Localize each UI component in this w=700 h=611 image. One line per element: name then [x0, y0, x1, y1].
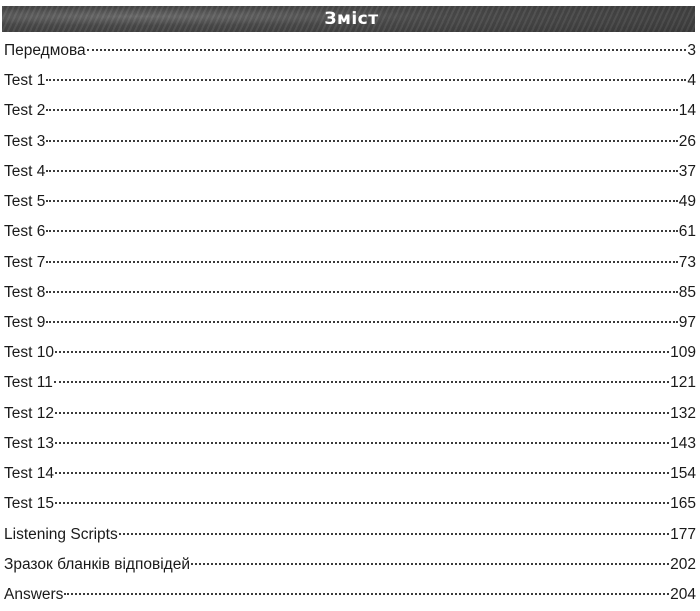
toc-entry — [4, 98, 696, 124]
toc-entry-page: 154 — [670, 465, 696, 483]
toc-entry-page: 85 — [678, 283, 696, 301]
toc-entry-label: Test 1 — [4, 72, 46, 90]
table-of-contents — [4, 38, 696, 608]
toc-entry-label: Test 14 — [4, 465, 54, 483]
toc-entry — [4, 38, 696, 64]
toc-entry-label: Test 4 — [4, 162, 46, 180]
toc-entry — [4, 250, 696, 276]
dot-leader — [55, 442, 669, 444]
toc-entry — [4, 310, 696, 336]
dot-leader — [46, 109, 677, 111]
toc-entry-label: Listening Scripts — [4, 525, 118, 543]
toc-entry — [4, 370, 696, 396]
dot-leader — [55, 412, 669, 414]
dot-leader — [46, 170, 677, 172]
dot-leader — [64, 593, 669, 595]
toc-entry-label: Зразок бланків відповідей — [4, 555, 190, 573]
toc-entry-label: Test 2 — [4, 102, 46, 120]
toc-entry-label: Test 12 — [4, 404, 54, 422]
dot-leader — [55, 472, 669, 474]
toc-entry-page: 109 — [670, 344, 696, 362]
toc-entry — [4, 340, 696, 366]
toc-entry-page: 14 — [678, 102, 696, 120]
page-title: Зміст — [324, 9, 379, 29]
toc-entry — [4, 280, 696, 306]
toc-entry-page: 73 — [678, 253, 696, 271]
toc-entry-label: Test 3 — [4, 132, 46, 150]
toc-entry-page: 132 — [670, 404, 696, 422]
toc-entry-page: 177 — [670, 525, 696, 543]
toc-entry-label: Test 13 — [4, 434, 54, 452]
toc-entry-label: Передмова — [4, 42, 86, 59]
toc-entry-label: Test 10 — [4, 344, 54, 362]
dot-leader — [46, 291, 677, 293]
toc-entry — [4, 522, 696, 548]
toc-entry-label: Test 8 — [4, 283, 46, 301]
toc-entry — [4, 129, 696, 155]
toc-entry-page: 61 — [678, 223, 696, 241]
toc-entry-label: Test 6 — [4, 223, 46, 241]
toc-entry-label: Test 7 — [4, 253, 46, 271]
toc-entry-label: Answers — [4, 585, 64, 603]
toc-entry-label: Test 9 — [4, 313, 46, 331]
dot-leader — [46, 200, 677, 202]
dot-leader — [55, 502, 669, 504]
toc-entry — [4, 431, 696, 457]
toc-entry — [4, 219, 696, 245]
toc-entry-page: 49 — [678, 193, 696, 211]
contents-header — [2, 6, 695, 32]
toc-entry — [4, 159, 696, 185]
toc-entry — [4, 401, 696, 427]
dot-leader — [46, 261, 677, 263]
toc-entry-page: 97 — [678, 313, 696, 331]
toc-entry-page: 26 — [678, 132, 696, 150]
toc-entry-label: Test 15 — [4, 495, 54, 513]
toc-entry-label: Test 5 — [4, 193, 46, 211]
toc-entry-page: 165 — [670, 495, 696, 513]
toc-entry — [4, 552, 696, 578]
toc-entry — [4, 189, 696, 215]
toc-entry-page: 37 — [678, 162, 696, 180]
toc-entry — [4, 582, 696, 608]
dot-leader — [46, 140, 677, 142]
toc-entry-page: 4 — [687, 72, 696, 90]
dot-leader — [54, 381, 669, 383]
dot-leader — [55, 351, 669, 353]
dot-leader — [87, 49, 687, 51]
toc-entry-page: 202 — [670, 555, 696, 573]
toc-entry-page: 3 — [687, 42, 696, 59]
toc-entry-page: 143 — [670, 434, 696, 452]
toc-entry — [4, 68, 696, 94]
toc-entry — [4, 491, 696, 517]
dot-leader — [46, 230, 677, 232]
dot-leader — [191, 563, 669, 565]
toc-entry-page: 121 — [670, 374, 696, 392]
toc-entry — [4, 461, 696, 487]
dot-leader — [119, 533, 669, 535]
dot-leader — [46, 79, 686, 81]
dot-leader — [46, 321, 677, 323]
toc-entry-label: Test 11 — [4, 374, 53, 392]
toc-entry-page: 204 — [670, 585, 696, 603]
